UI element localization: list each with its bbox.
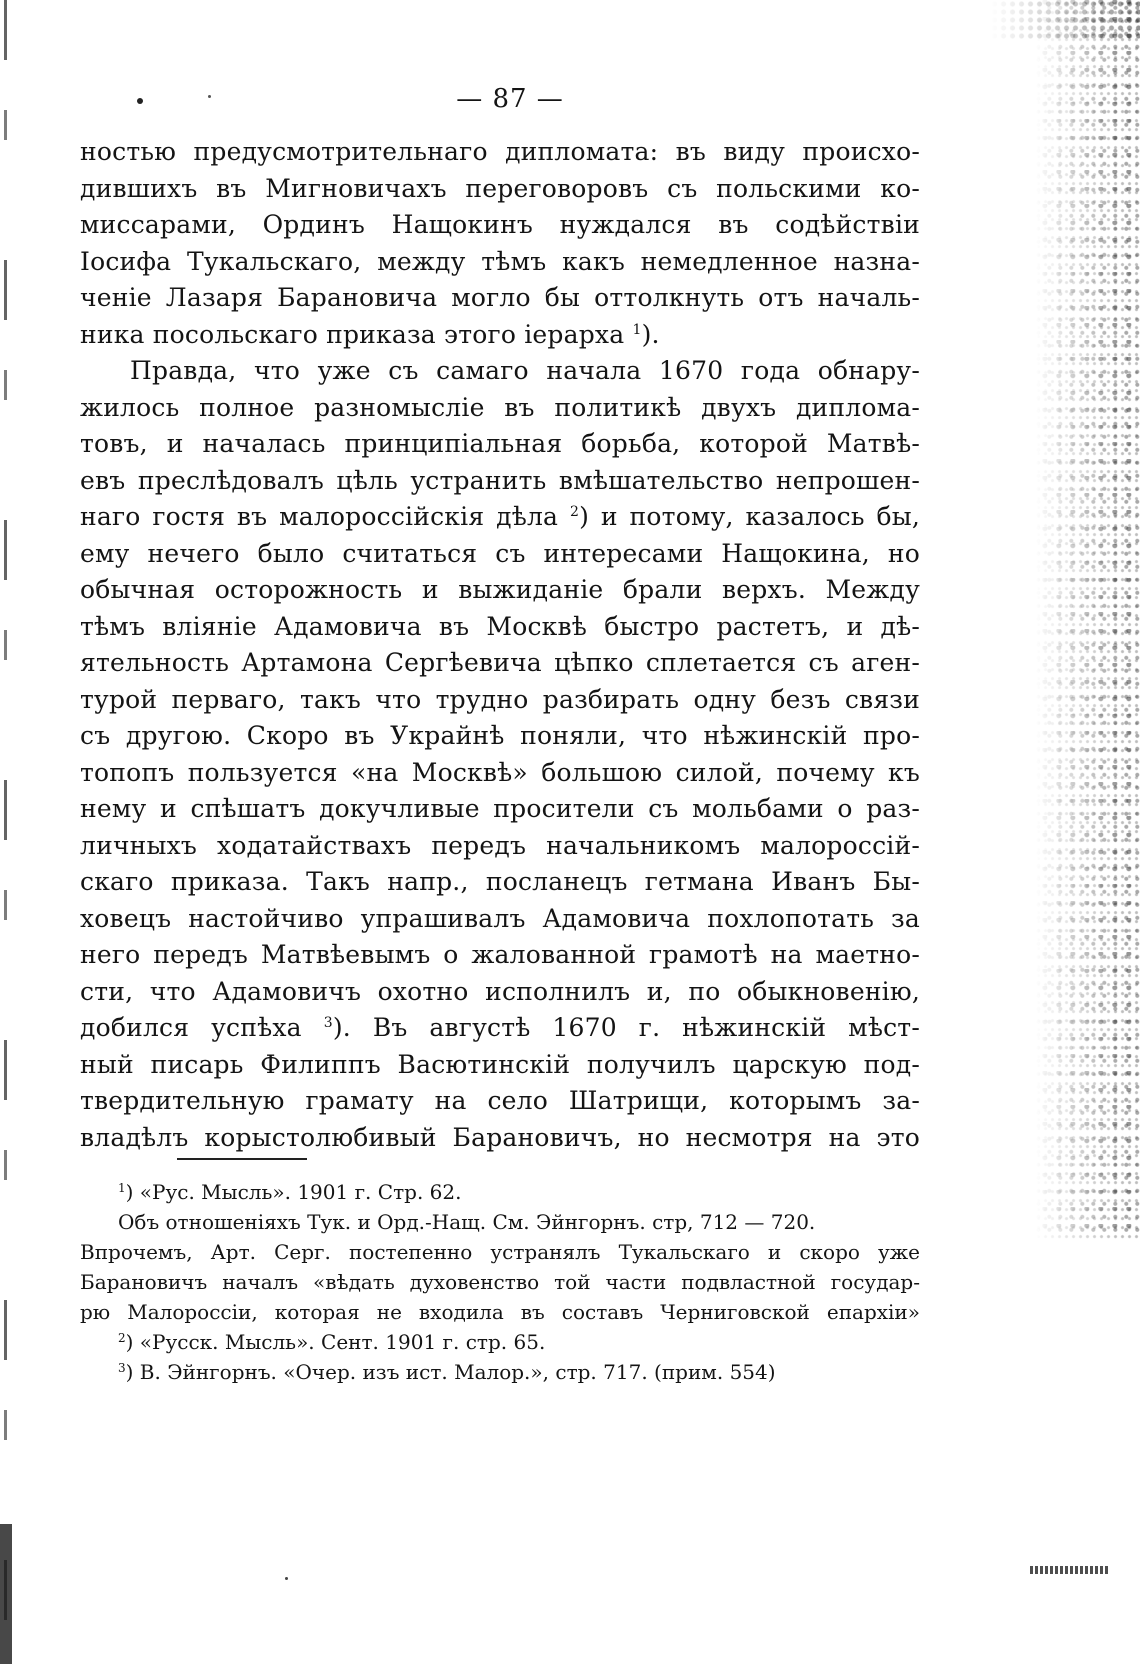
footnote-line: $^1$) «Рус. Мысль». 1901 г. Стр. 62.: [118, 1180, 462, 1204]
text-line: ный писарь Филиппъ Васютинскій получилъ царскую под-: [80, 1049, 920, 1079]
text-line: тѣмъ вліяніе Адамовича въ Москвѣ быстро растетъ, и дѣ-: [80, 611, 920, 641]
text-line: миссарами, Ординъ Нащокинъ нуждался въ содѣйствіи: [80, 210, 920, 239]
text-line: жилось полное разномысліе въ политикѣ двухъ диплома-: [80, 392, 920, 422]
footnote-divider: [177, 1158, 307, 1160]
footnote-line: рю Малороссіи, которая не входила въ составъ Черниговской епархіи»: [80, 1300, 920, 1324]
scan-smudge-bottom-right: [1030, 1566, 1110, 1574]
footnote-line: Барановичъ началъ «вѣдать духовенство той части подвластной государ-: [80, 1270, 920, 1294]
footnote-ref: 2: [570, 504, 580, 520]
page-number: — 87 —: [456, 84, 564, 114]
text-line: ятельность Артамона Сергѣевича цѣпко сплетается съ аген-: [80, 648, 920, 677]
scan-dot-mark: [285, 1577, 288, 1580]
footnote-ref: 1: [632, 321, 642, 338]
text-line: скаго приказа. Такъ напр., посланецъ гетмана Иванъ Бы-: [80, 867, 920, 896]
footnote-marker: 3: [118, 1361, 126, 1375]
text-line: ника посольскаго приказа этого іерарха $^1$).: [80, 319, 660, 349]
text-line: ховецъ настойчиво упрашивалъ Адамовича похлопотать за: [80, 903, 920, 933]
footnote-line: $^3$) В. Эйнгорнъ. «Очер. изъ ист. Малор.», стр. 717. (прим. 554): [118, 1360, 776, 1384]
text-line: Правда, что уже съ самаго начала 1670 года обнару-: [130, 356, 920, 385]
footnote-ref: 3: [323, 1015, 333, 1031]
footnotes: [80, 1177, 920, 1387]
text-line: товъ, и началась принципіальная борьба, которой Матвѣ-: [80, 429, 920, 458]
text-line: добился успѣха $^3$). Въ августѣ 1670 г. нѣжинскій мѣст-: [80, 1013, 920, 1042]
scan-edge-mark-bottom-left: [0, 1524, 12, 1664]
text-line: личныхъ ходатайствахъ передъ начальникомъ малороссій-: [80, 830, 920, 860]
text-line: наго гостя въ малороссійскія дѣла $^2$) и потому, казалось бы,: [80, 502, 920, 531]
scan-edge-line-left: [4, 0, 7, 1664]
text-line: евъ преслѣдовалъ цѣль устранить вмѣшательство непрошен-: [80, 465, 920, 495]
footnote-line: Объ отношеніяхъ Тук. и Орд.-Нащ. См. Эйнгорнъ. стр, 712 — 720.: [118, 1210, 816, 1234]
text-line: ностью предусмотрительнаго дипломата: въ виду происхо-: [80, 137, 920, 166]
text-line: топопъ пользуется «на Москвѣ» большою силой, почему къ: [80, 757, 920, 787]
footnote-line: Впрочемъ, Арт. Серг. постепенно устранялъ Тукальскаго и скоро уже: [80, 1240, 920, 1264]
text-line: владѣлъ корыстолюбивый Барановичъ, но несмотря на это: [80, 1122, 920, 1152]
scan-edge-noise-top-right: [990, 0, 1140, 40]
scan-edge-noise-right: [1035, 0, 1140, 1240]
text-line: ему нечего было считаться съ интересами Нащокина, но: [80, 538, 920, 568]
text-line: него передъ Матвѣевымъ о жалованной грамотѣ на маетно-: [80, 940, 920, 969]
text-line: обычная осторожность и выжиданіе брали верхъ. Между: [80, 575, 920, 604]
text-line: сти, что Адамовичъ охотно исполнилъ и, по обыкновенію,: [80, 976, 920, 1006]
text-line: турой перваго, такъ что трудно разбирать одну безъ связи: [80, 684, 920, 714]
text-line: Іосифа Тукальскаго, между тѣмъ какъ немедленное назна-: [80, 246, 920, 276]
text-line: нему и спѣшатъ докучливые просители съ мольбами о раз-: [80, 794, 920, 823]
body-text: [80, 134, 920, 1156]
footnote-line: $^2$) «Русск. Мысль». Сент. 1901 г. стр. 65.: [118, 1330, 546, 1354]
text-line: ченіе Лазаря Барановича могло бы оттолкнуть отъ началь-: [80, 283, 920, 312]
footnote-marker: 1: [118, 1181, 126, 1195]
text-line: съ другою. Скоро въ Украйнѣ поняли, что нѣжинскій про-: [80, 721, 920, 750]
text-line: твердительную грамату на село Шатрищи, которымъ за-: [80, 1086, 920, 1115]
footnote-marker: 2: [118, 1331, 126, 1345]
text-line: дившихъ въ Мигновичахъ переговоровъ съ польскими ко-: [80, 173, 920, 203]
